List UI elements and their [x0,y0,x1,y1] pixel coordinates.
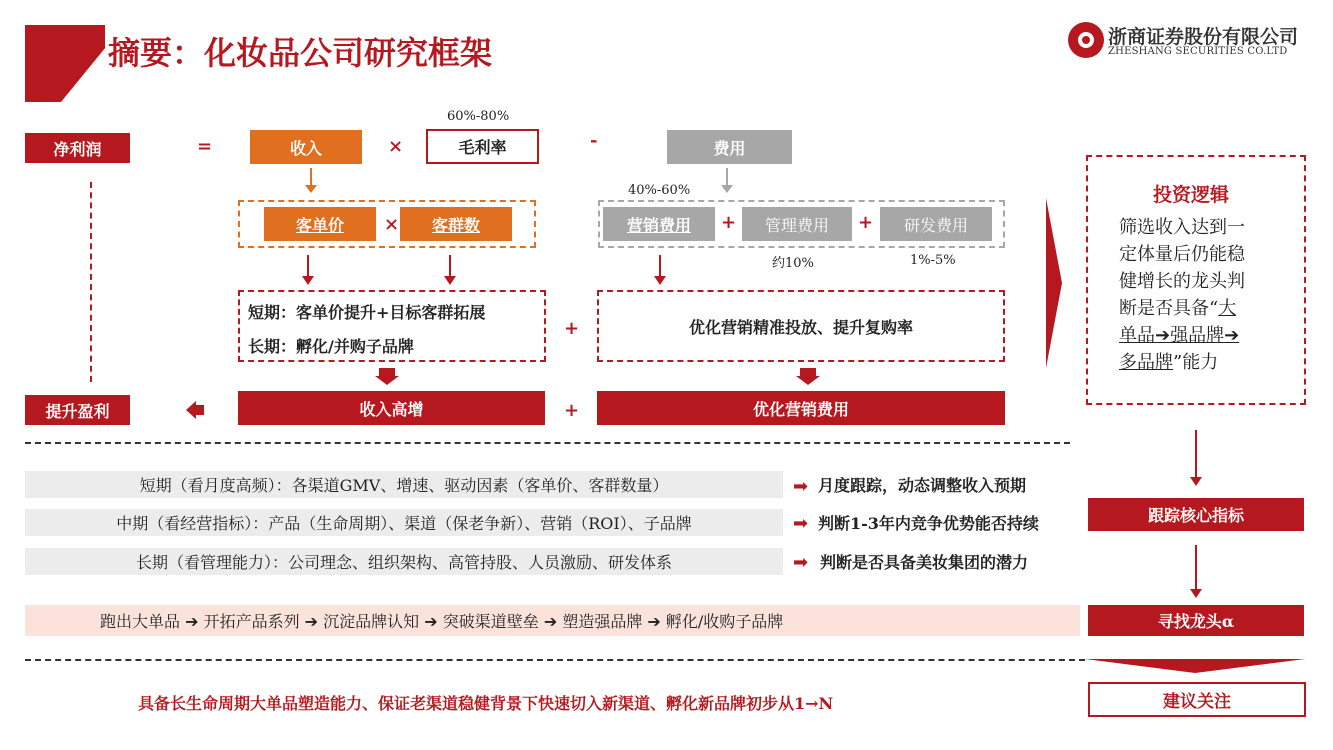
improve-profit-box: 提升盈利 [25,395,130,425]
company-name-en: ZHESHANG SECURITIES CO.LTD [1108,46,1288,57]
right-arrow-icon-2: ➡ [793,513,809,534]
revenue-box: 收入 [250,130,362,164]
logic-line-5: 单品➔强品牌➔ [1119,325,1240,346]
marketing-expense-box: 营销费用 [603,207,715,241]
customers-box: 客群数 [400,207,512,241]
core-indicator-down-arrow [1195,545,1197,590]
find-leader-box: 寻找龙头α [1088,605,1304,636]
logic-line-6a: 多品牌 [1119,352,1173,373]
logic-down-arrow [1195,430,1197,478]
plus-sign-4: + [564,400,580,421]
fat-arrow-right [800,368,816,376]
logic-line-1: 筛选收入达到一 [1119,217,1245,238]
tracking-row-2: 中期（看经营指标）：产品（生命周期）、渠道（保老争新）、营销（ROI）、子品牌 [25,509,783,536]
growth-path-row: 跑出大单品 ➔ 开拓产品系列 ➔ 沉淀品牌认知 ➔ 突破渠道壁垒 ➔ 塑造强品牌 ➔ 孵化/收购子品牌 [25,605,1080,636]
avg-price-arrow [307,255,309,277]
marketing-arrow [659,255,661,277]
left-dashed-line [90,182,92,382]
gross-margin-range: 60%-80% [447,109,510,124]
mgmt-range: 约10% [772,256,814,271]
times-sign: × [388,136,404,157]
tracking-result-3: 判断是否具备美妆集团的潜力 [820,553,1029,572]
logic-line-2: 定体量后仍能稳 [1119,244,1245,265]
fat-arrow-right-head [796,376,820,385]
tracking-result-1: 月度跟踪，动态调整收入预期 [818,476,1027,495]
fat-arrow-left-head [375,376,399,385]
expense-strategy-box: 优化营销精准投放、提升复购率 [597,290,1005,362]
revenue-down-arrow [310,168,312,186]
tracking-row-3: 长期（看管理能力）：公司理念、组织架构、高管持股、人员激励、研发体系 [25,548,783,575]
plus-sign-3: + [564,318,580,339]
logic-line-6b: ”能力 [1173,352,1219,373]
fat-arrow-left [379,368,395,376]
optimize-marketing-box: 优化营销费用 [597,391,1005,425]
customers-arrow [449,255,451,277]
net-profit-box: 净利润 [25,133,130,163]
minus-sign: - [590,130,598,151]
plus-sign-2: + [858,212,874,233]
expense-box: 费用 [667,130,792,164]
expense-down-arrow [726,168,728,186]
logic-line-4b: 大 [1218,298,1237,319]
left-arrow-tail [196,405,204,415]
down-chevron-icon [1085,659,1305,673]
sales-expense-range: 40%-60% [628,183,691,198]
logic-line-4a: 断是否具备“ [1119,298,1219,319]
left-arrow-icon [186,401,196,419]
divider-bottom [25,659,1085,661]
revenue-down-arrowhead [305,185,317,193]
right-arrow-icon-1: ➡ [793,476,809,497]
company-logo-icon [1068,22,1104,58]
plus-sign-1: + [721,212,737,233]
conclusion-text: 具备长生命周期大单品塑造能力、保证老渠道稳健背景下快速切入新渠道、孵化新品牌初步从1→N [138,694,834,713]
expense-down-arrowhead [721,185,733,193]
times-sign-2: × [384,214,400,235]
divider-top [25,442,1070,444]
tracking-row-1: 短期（看月度高频）：各渠道GMV、增速、驱动因素（客单价、客群数量） [25,471,783,498]
tracking-result-2: 判断1-3年内竞争优势能否持续 [818,514,1039,533]
investment-logic-title: 投资逻辑 [1153,184,1230,206]
avg-price-box: 客单价 [264,207,376,241]
recommend-box: 建议关注 [1088,682,1306,717]
header-red-block [25,25,105,102]
right-chevron-icon [1046,198,1062,368]
short-term-strategy: 短期：客单价提升+目标客群拓展 [248,303,486,322]
equals-sign: = [197,136,213,157]
mgmt-expense-box: 管理费用 [742,207,852,241]
rd-range: 1%-5% [910,253,956,268]
page-title: 摘要：化妆品公司研究框架 [108,34,493,72]
company-name-cn: 浙商证券股份有限公司 [1108,26,1299,48]
long-term-strategy: 长期：孵化/并购子品牌 [248,337,414,356]
gross-margin-box: 毛利率 [426,129,539,164]
revenue-growth-box: 收入高增 [238,391,545,425]
logic-line-3: 健增长的龙头判 [1119,271,1245,292]
rd-expense-box: 研发费用 [880,207,992,241]
investment-logic-text [1119,214,1289,376]
core-indicator-box: 跟踪核心指标 [1088,498,1304,531]
logic-line-4 [1119,295,1289,322]
logic-line-6 [1119,349,1289,376]
right-arrow-icon-3: ➡ [793,552,809,573]
